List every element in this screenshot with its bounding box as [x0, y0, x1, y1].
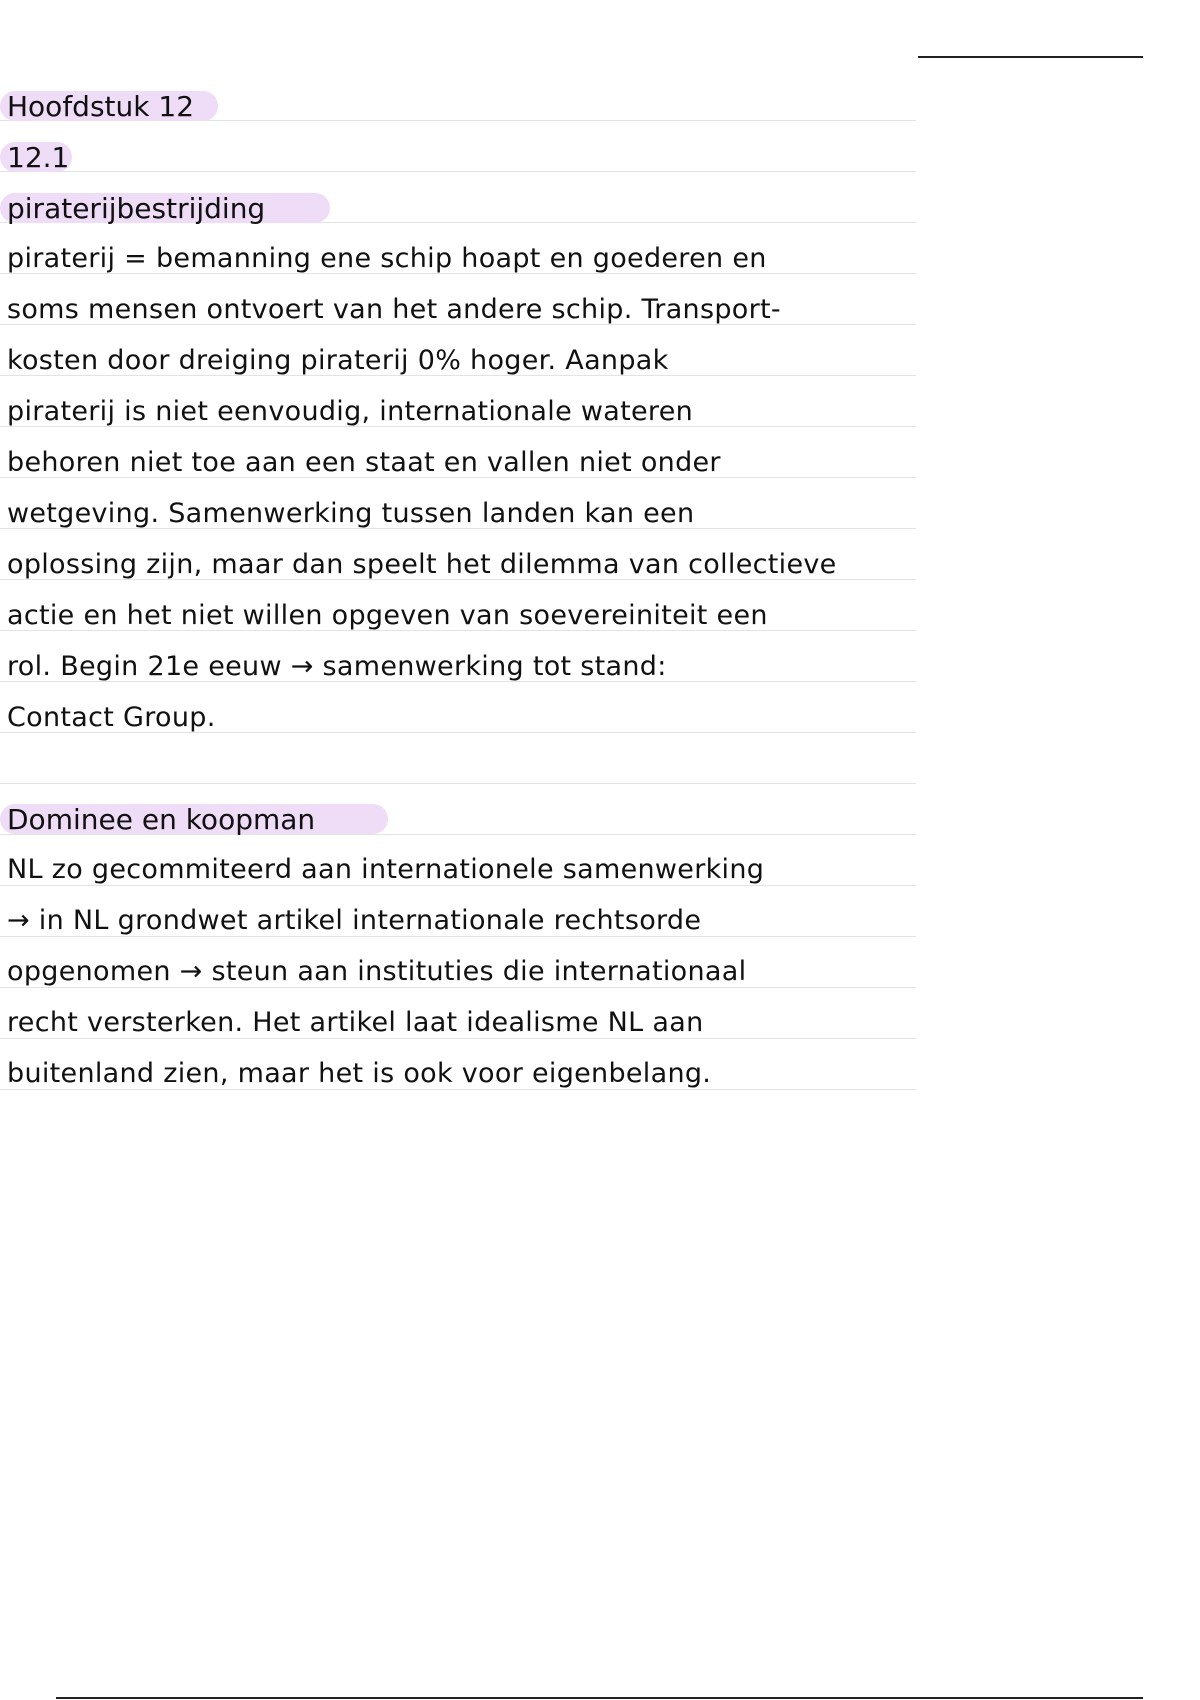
section1-line-9: rol. Begin 21e eeuw → samenwerking tot stand: — [7, 651, 667, 682]
section2-line-2: → in NL grondwet artikel internationale rechtsorde — [7, 905, 702, 936]
section1-line-10: Contact Group. — [7, 702, 216, 733]
ruled-line — [0, 783, 916, 784]
section1-line-8: actie en het niet willen opgeven van soevereiniteit een — [7, 600, 768, 631]
section1-line-4: piraterij is niet eenvoudig, internationale wateren — [7, 396, 694, 427]
section2-line-3: opgenomen → steun aan instituties die internationaal — [7, 956, 747, 987]
chapter-heading: Hoofdstuk 12 — [7, 90, 195, 123]
section2-title: Dominee en koopman — [7, 803, 316, 836]
section1-line-6: wetgeving. Samenwerking tussen landen kan een — [7, 498, 695, 529]
section1-line-2: soms mensen ontvoert van het andere schip. Transport- — [7, 294, 781, 325]
section2-line-5: buitenland zien, maar het is ook voor eigenbelang. — [7, 1058, 712, 1089]
section2-line-4: recht versterken. Het artikel laat idealisme NL aan — [7, 1007, 704, 1038]
section1-title: piraterijbestrijding — [7, 192, 266, 225]
ruled-line — [0, 171, 916, 172]
section-number: 12.1 — [7, 141, 70, 174]
section1-line-1: piraterij = bemanning ene schip hoapt en goederen en — [7, 243, 767, 274]
section1-line-7: oplossing zijn, maar dan speelt het dilemma van collectieve — [7, 549, 837, 580]
top-rule — [918, 56, 1143, 58]
section1-line-3: kosten door dreiging piraterij 0% hoger. Aanpak — [7, 345, 669, 376]
section2-line-1: NL zo gecommiteerd aan internationele samenwerking — [7, 854, 765, 885]
bottom-rule — [56, 1697, 1143, 1699]
section1-line-5: behoren niet toe aan een staat en vallen niet onder — [7, 447, 721, 478]
